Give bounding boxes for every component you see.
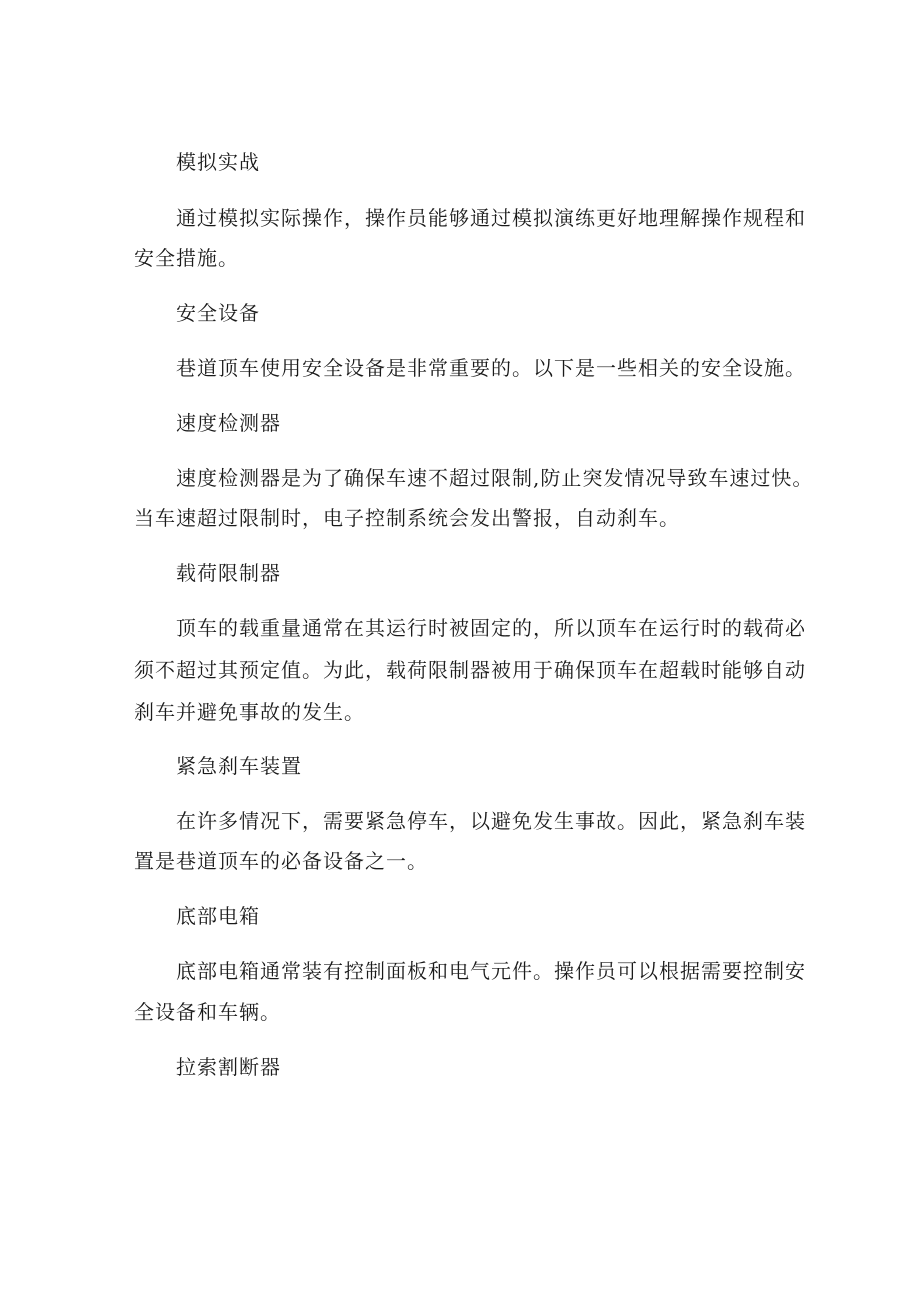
paragraph-line: 顶车的载重量通常在其运行时被固定的，所以顶车在运行时的载荷必	[176, 616, 806, 640]
section-heading-safety-equipment: 安全设备	[176, 301, 260, 325]
section-heading-cable-cutter: 拉索割断器	[176, 1055, 281, 1079]
section-heading-load-limiter: 载荷限制器	[176, 561, 281, 585]
paragraph-line: 在许多情况下，需要紧急停车，以避免发生事故。因此，紧急刹车装	[176, 809, 806, 833]
paragraph-line: 底部电箱通常装有控制面板和电气元件。操作员可以根据需要控制安	[176, 959, 806, 983]
section-heading-emergency-brake: 紧急刹车装置	[176, 754, 302, 778]
paragraph-line: 全设备和车辆。	[134, 1000, 281, 1024]
paragraph-line: 须不超过其预定值。为此，载荷限制器被用于确保顶车在超载时能够自动	[134, 658, 806, 682]
paragraph-line: 通过模拟实际操作，操作员能够通过模拟演练更好地理解操作规程和	[176, 206, 806, 230]
paragraph-line: 安全措施。	[134, 246, 239, 270]
paragraph-line: 当车速超过限制时，电子控制系统会发出警报，自动刹车。	[134, 506, 680, 530]
paragraph-line: 刹车并避免事故的发生。	[134, 700, 365, 724]
section-heading-simulation: 模拟实战	[176, 150, 260, 174]
section-heading-speed-detector: 速度检测器	[176, 411, 281, 435]
section-heading-bottom-electric-box: 底部电箱	[176, 904, 260, 928]
paragraph-line: 速度检测器是为了确保车速不超过限制,防止突发情况导致车速过快。	[176, 466, 814, 490]
paragraph-line: 置是巷道顶车的必备设备之一。	[134, 849, 428, 873]
paragraph-line: 巷道顶车使用安全设备是非常重要的。以下是一些相关的安全设施。	[176, 356, 806, 380]
